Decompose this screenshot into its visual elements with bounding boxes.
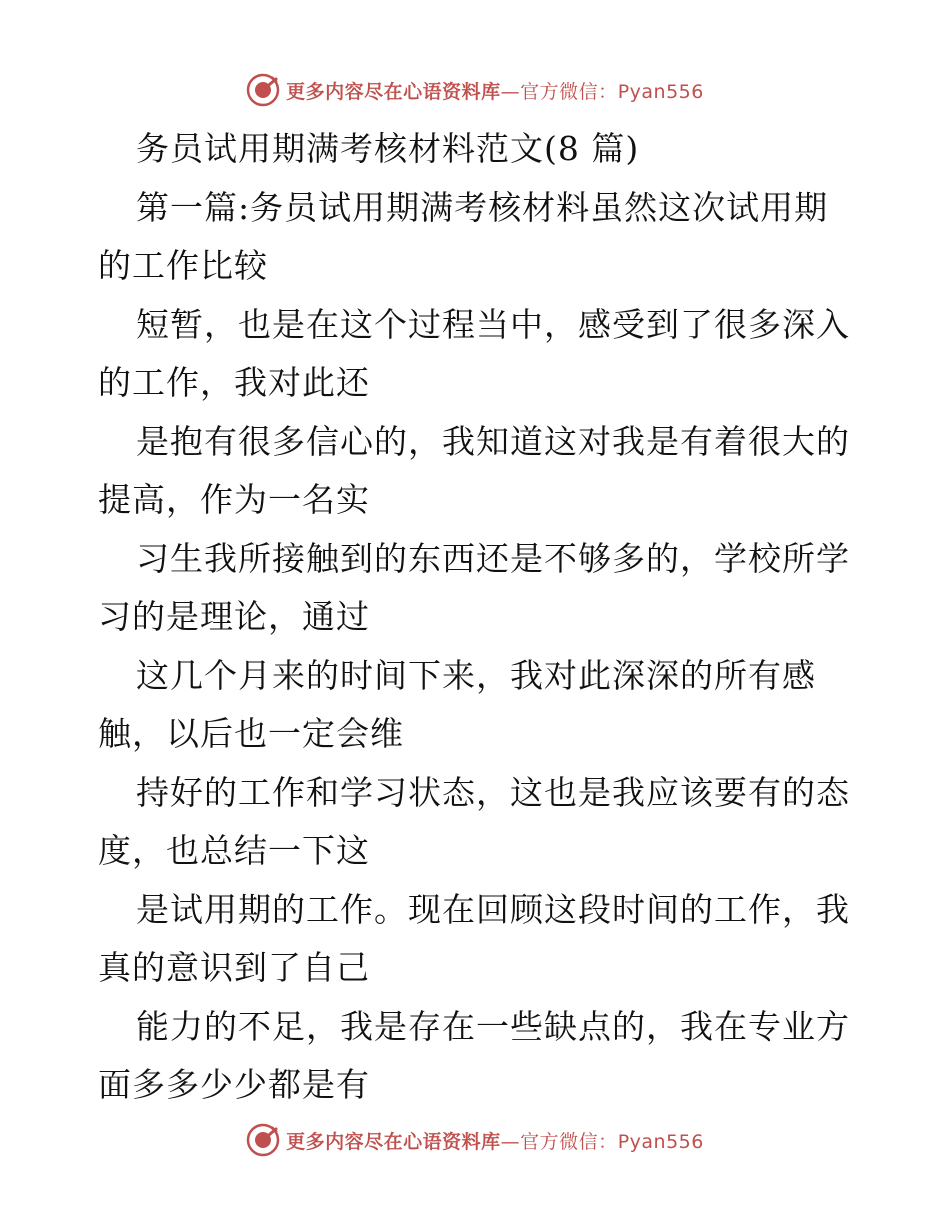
footer-official-label: 官方微信：	[520, 1130, 618, 1153]
text-line: 习的是理论，通过	[98, 597, 370, 636]
text-line: 的工作，我对此还	[98, 363, 370, 402]
text-line: 第一篇:务员试用期满考核材料虽然这次试用期	[136, 187, 829, 227]
footer-separator: —	[500, 1130, 521, 1153]
brand-logo-icon	[246, 1123, 280, 1157]
text-line: 是试用期的工作。现在回顾这段时间的工作，我	[136, 889, 850, 929]
header-separator: —	[500, 80, 521, 103]
text-line: 触，以后也一定会维	[98, 714, 404, 753]
text-line: 持好的工作和学习状态，这也是我应该要有的态	[136, 772, 850, 812]
header-site-text: 更多内容尽在心语资料库	[286, 80, 501, 103]
text-line: 能力的不足，我是存在一些缺点的，我在专业方	[136, 1006, 850, 1046]
header-banner-text	[286, 77, 704, 104]
text-line: 的工作比较	[98, 246, 268, 285]
text-line: 务员试用期满考核材料范文(8 篇)	[136, 129, 640, 168]
text-line: 度，也总结一下这	[98, 831, 370, 870]
footer-banner	[0, 1120, 950, 1160]
brand-logo-icon	[246, 73, 280, 107]
footer-wechat-id: Pyan556	[617, 1130, 704, 1153]
header-official-label: 官方微信：	[520, 80, 618, 103]
header-banner	[0, 70, 950, 110]
text-line: 是抱有很多信心的，我知道这对我是有着很大的	[136, 421, 850, 461]
text-line: 真的意识到了自己	[98, 948, 370, 987]
footer-site-text: 更多内容尽在心语资料库	[286, 1130, 501, 1153]
text-line: 短暂，也是在这个过程当中，感受到了很多深入	[136, 304, 850, 344]
footer-banner-text	[286, 1127, 704, 1154]
header-wechat-id: Pyan556	[617, 80, 704, 103]
text-line: 提高，作为一名实	[98, 480, 370, 519]
text-line: 这几个月来的时间下来，我对此深深的所有感	[136, 655, 816, 695]
text-line: 面多多少少都是有	[98, 1065, 370, 1104]
document-body	[98, 120, 858, 1115]
text-line: 习生我所接触到的东西还是不够多的，学校所学	[136, 538, 850, 578]
